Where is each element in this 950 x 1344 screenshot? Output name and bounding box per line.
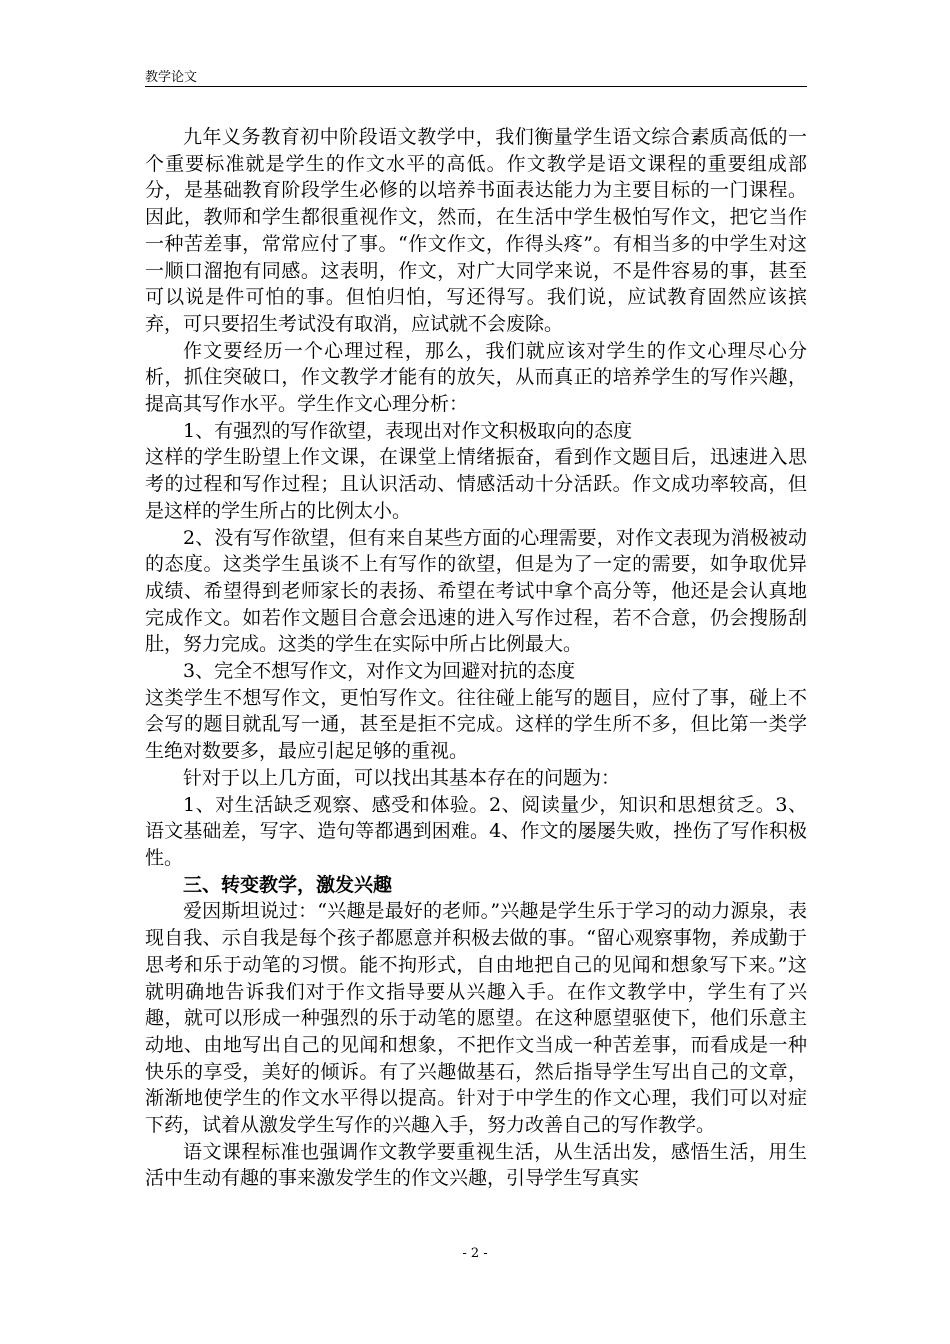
header-label: 教学论文 [145,70,198,85]
paragraph-interest: 爱因斯坦说过：“兴趣是最好的老师。”兴趣是学生乐于学习的动力源泉，表现自我、示自我是每个孩子都愿意并积极去做的事。“留心观察事物，养成勤于思考和乐于动笔的习惯。能不拘形式，自由地把自己的见闻和想象写下来。”这就明确地告诉我们对于作文指导要从兴趣入手。在作文教学中，学生有了兴趣，就可以形成一种强烈的乐于动笔的愿望。在这种愿望驱使下，他们乐意主动地、由地写出自己的见闻和想象，不把作文当成一种苦差事，而看成是一种快乐的享受，美好的倾诉。有了兴趣做基石，然后指导学生写出自己的文章，渐渐地使学生的作文水平得以提高。针对于中学生的作文心理，我们可以对症下药，试着从激发学生写作的兴趣入手，努力改善自己的写作教学。 [145,900,807,1137]
document-body [145,124,807,1192]
list-item-type-2: 2、没有写作欲望，但有来自某些方面的心理需要，对作文表现为消极被动的态度。这类学生虽谈不上有写作的欲望，但是为了一定的需要，如争取优异成绩、希望得到老师家长的表扬、希望在考试中拿个高分等，他还是会认真地完成作文。如若作文题目合意会迅速的进入写作过程，若不合意，仍会搜肠刮肚，努力完成。这类的学生在实际中所占比例最大。 [145,526,807,656]
paragraph-type-3-detail: 这类学生不想写作文，更怕写作文。往往碰上能写的题目，应付了事，碰上不会写的题目就乱写一通，甚至是拒不完成。这样的学生所不多，但比第一类学生绝对数要多，最应引起足够的重视。 [145,686,807,763]
page-header [145,64,807,87]
paragraph-curriculum: 语文课程标准也强调作文教学要重视生活，从生活出发，感悟生活，用生活中生动有趣的事来激发学生的作文兴趣，引导学生写真实 [145,1140,807,1190]
paragraph-intro: 九年义务教育初中阶段语文教学中，我们衡量学生语文综合素质高低的一个重要标准就是学生的作文水平的高低。作文教学是语文课程的重要组成部分，是基础教育阶段学生必修的以培养书面表达能力为主要目标的一门课程。因此，教师和学生都很重视作文，然而，在生活中学生极怕写作文，把它当作一种苦差事，常常应付了事。“作文作文，作得头疼”。有相当多的中学生对这一顺口溜抱有同感。这表明，作文，对广大同学来说，不是件容易的事，甚至可以说是件可怕的事。但怕归怕，写还得写。我们说，应试教育固然应该摈弃，可只要招生考试没有取消，应试就不会废除。 [145,126,807,335]
list-item-type-1: 1、有强烈的写作欲望，表现出对作文积极取向的态度 [183,419,633,442]
paragraph-problems-intro: 针对于以上几方面，可以找出其基本存在的问题为： [183,766,621,789]
paragraph-psychology: 作文要经历一个心理过程，那么，我们就应该对学生的作文心理尽心分析，抓住突破口，作文教学才能有的放矢，从而真正的培养学生的写作兴趣，提高其写作水平。学生作文心理分析： [145,339,807,416]
list-item-type-3: 3、完全不想写作文，对作文为回避对抗的态度 [183,660,576,683]
page-footer [0,1246,950,1261]
paragraph-problems-list: 1、对生活缺乏观察、感受和体验。2、阅读量少，知识和思想贫乏。3、语文基础差，写字、造句等都遇到困难。4、作文的屡屡失败，挫伤了写作积极性。 [145,793,807,869]
section-heading: 三、转变教学，激发兴趣 [183,873,393,896]
page-number: - 2 - [462,1246,488,1261]
paragraph-type-1-detail: 这样的学生盼望上作文课，在课堂上情绪振奋，看到作文题目后，迅速进入思考的过程和写作过程；且认识活动、情感活动十分活跃。作文成功率较高，但是这样的学生所占的比例太小。 [145,446,807,522]
